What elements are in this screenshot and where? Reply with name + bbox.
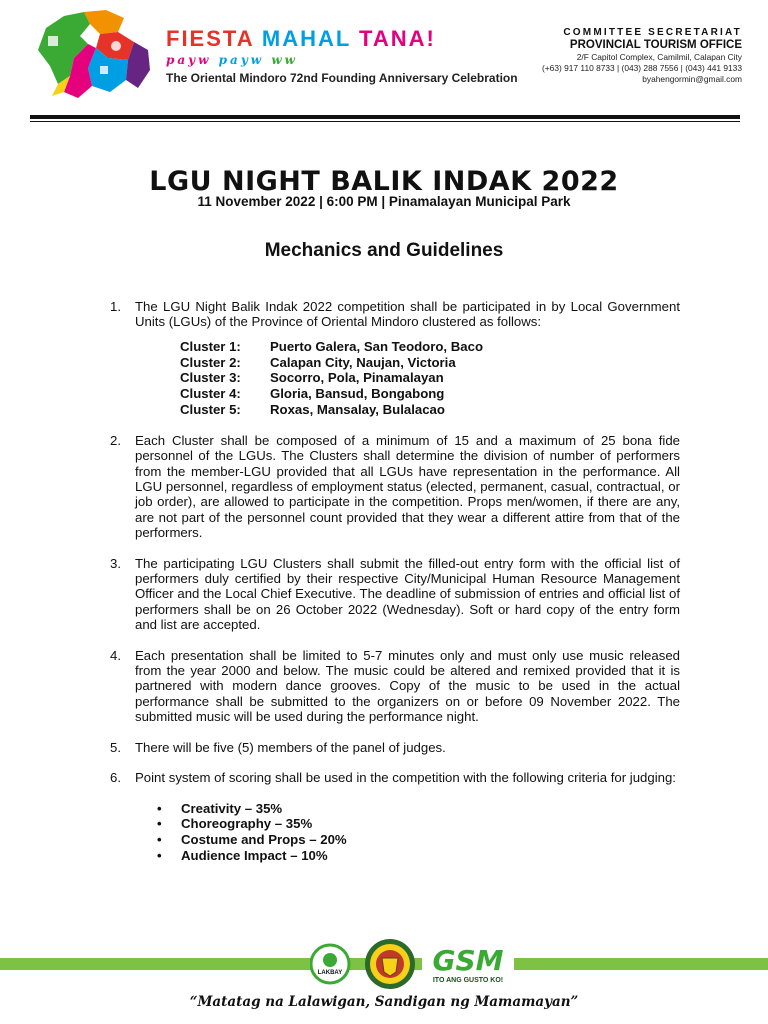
- item-number: 6.: [110, 770, 121, 786]
- list-item: [110, 433, 680, 541]
- footer-logos: [310, 938, 520, 990]
- fiesta-logo-icon: [30, 6, 160, 108]
- criteria-item: • Audience Impact – 10%: [157, 848, 680, 864]
- cluster-row: [180, 355, 680, 371]
- cluster-members: Roxas, Mansalay, Bulalacao: [270, 402, 445, 417]
- office-email[interactable]: byahengormin@gmail.com: [642, 74, 742, 84]
- brand-script-3: ww: [271, 53, 298, 67]
- guidelines-list: [110, 299, 680, 879]
- cluster-members: Socorro, Pola, Pinamalayan: [270, 370, 444, 386]
- item-number: 4.: [110, 647, 121, 663]
- brand-subtitle: The Oriental Mindoro 72nd Founding Anniversary Celebration: [166, 71, 518, 85]
- letterhead: [0, 0, 768, 120]
- cluster-row: [180, 402, 680, 418]
- item-number: 2.: [110, 432, 121, 448]
- list-item: [110, 556, 680, 633]
- cluster-label: Cluster 3:: [180, 370, 241, 386]
- item-text: There will be five (5) members of the panel of judges.: [135, 739, 446, 755]
- item-text: Each presentation shall be limited to 5-7 minutes only and must only use music released from the year 2000 and below. The music could be altered and remixed provided that it is partnered with modern dance grooves. Copy of the music to be used in the actual performance shall be submitted to the organizers on or before 09 November 2022. The submitted music will be used during the performance night.: [135, 647, 680, 725]
- footer-motto: “Matatag na Lalawigan, Sandigan ng Mamamayan”: [189, 994, 579, 1010]
- criteria-list: [157, 801, 680, 864]
- cluster-label: Cluster 5:: [180, 402, 241, 417]
- brand-title: [166, 28, 518, 50]
- item-number: 3.: [110, 555, 121, 571]
- item-text: Point system of scoring shall be used in the competition with the following criteria for judging:: [135, 770, 676, 786]
- brand-script: [166, 53, 518, 67]
- item-number: 5.: [110, 739, 121, 755]
- document-title: LGU NIGHT BALIK INDAK 2022: [149, 166, 619, 197]
- cluster-label: Cluster 2:: [180, 354, 241, 370]
- criteria-item: • Creativity – 35%: [157, 801, 680, 817]
- item-number: 1.: [110, 299, 121, 314]
- criteria-item: • Costume and Props – 20%: [157, 832, 680, 848]
- cluster-members: Calapan City, Naujan, Victoria: [270, 354, 456, 370]
- item-text: The participating LGU Clusters shall submit the filled-out entry form with the official list of performers duly certified by their respective City/Municipal Human Resource Management Officer and the Local Chief Executive. The deadline of submission of entries and official list of performers shall be on 26 October 2022 (Wednesday). Soft or hard copy of the entry form and list are accepted.: [135, 555, 680, 633]
- office-name: PROVINCIAL TOURISM OFFICE: [569, 39, 742, 51]
- criteria-item: • Choreography – 35%: [157, 816, 680, 832]
- cluster-members: Gloria, Bansud, Bongabong: [270, 386, 445, 402]
- brand-block: [166, 28, 518, 85]
- brand-script-1: payw: [166, 53, 219, 67]
- cluster-members: Puerto Galera, San Teodoro, Baco: [270, 338, 484, 354]
- office-phones: (+63) 917 110 8733 | (043) 288 7556 | (043) 441 9133: [542, 63, 742, 73]
- list-item: [110, 770, 680, 864]
- list-item: [110, 740, 680, 755]
- gsm-tagline: ITO ANG GUSTO KO!: [432, 977, 504, 984]
- lakbay-logo-icon: [311, 945, 349, 983]
- brand-script-2: payw: [218, 53, 272, 67]
- header-rule-thin: [30, 121, 740, 122]
- brand-title-word-3: TANA!: [359, 26, 436, 51]
- section-heading: Mechanics and Guidelines: [264, 240, 504, 261]
- office-address: 2/F Capitol Complex, Camilmil, Calapan City: [576, 52, 742, 62]
- cluster-table: [180, 339, 680, 418]
- provincial-seal-icon: [365, 939, 415, 989]
- cluster-row: [180, 370, 680, 386]
- item-text: The LGU Night Balik Indak 2022 competition shall be participated in by Local Government Units (LGUs) of the Province of Oriental Mindoro clustered as follows:: [135, 299, 680, 330]
- cluster-row: [180, 386, 680, 402]
- list-item: [110, 648, 680, 725]
- cluster-label: Cluster 1:: [180, 338, 241, 354]
- document-subtitle: 11 November 2022 | 6:00 PM | Pinamalayan Municipal Park: [197, 194, 571, 209]
- lakbay-text: LAKBAY: [317, 970, 343, 976]
- secretariat-block: [542, 27, 742, 84]
- item-text: Each Cluster shall be composed of a minimum of 15 and a maximum of 25 bona fide personnel of the LGUs. The Clusters shall determine the division of number of performers from the member-LGU provided that all LGUs have representation in the performance. All LGU personnel, regardless of employment status (elected, permanent, casual, contractual, or job order), are allowed to participate in the competition. Props men/women, if there are any, are not part of the personnel count provided that they wear a different attire from that of the performers.: [135, 432, 680, 541]
- list-item: [110, 299, 680, 418]
- header-rule-thick: [30, 115, 740, 119]
- cluster-label: Cluster 4:: [180, 386, 241, 402]
- brand-title-word-1: FIESTA: [166, 26, 262, 51]
- cluster-row: [180, 339, 680, 355]
- gsm-text: GSM: [432, 944, 504, 977]
- gsm-logo-icon: [422, 944, 514, 984]
- brand-title-word-2: MAHAL: [261, 26, 360, 51]
- secretariat-title: COMMITTEE SECRETARIAT: [563, 27, 742, 38]
